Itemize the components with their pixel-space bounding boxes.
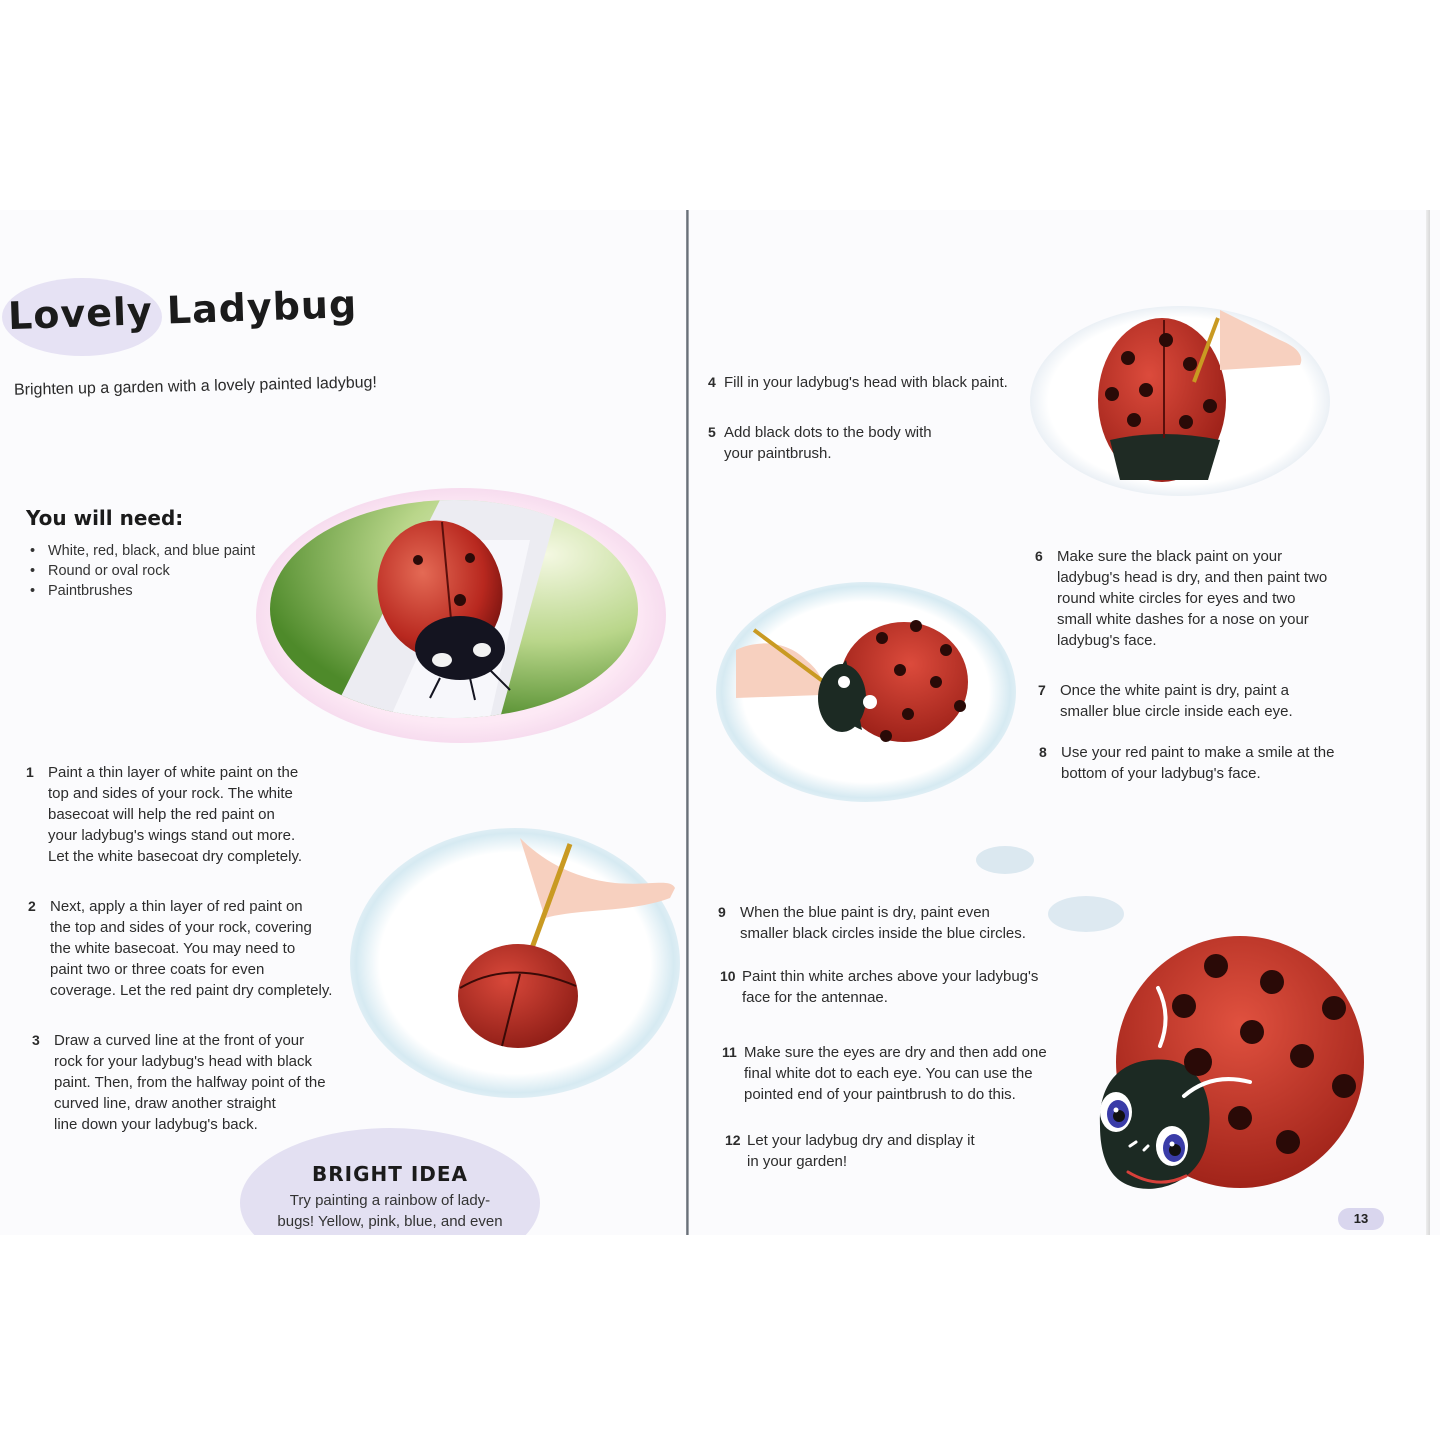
step-line: Next, apply a thin layer of red paint on	[50, 898, 303, 915]
step-6	[1035, 546, 1328, 651]
step-line: Let your ladybug dry and display it	[747, 1132, 975, 1149]
step-line: Fill in your ladybug's head with black paint.	[724, 374, 1008, 391]
step-7	[1038, 680, 1293, 722]
step-number: 1	[26, 764, 34, 780]
step-line: basecoat will help the red paint on	[48, 806, 275, 823]
step-line: top and sides of your rock. The white	[48, 785, 293, 802]
step-line: coverage. Let the red paint dry completely.	[50, 982, 333, 999]
step-line: When the blue paint is dry, paint even	[740, 904, 990, 921]
step-line: Paint thin white arches above your ladybug's	[742, 968, 1039, 985]
dotted-rock-illustration	[1090, 310, 1320, 490]
book-spine	[686, 210, 689, 1235]
step-line: face for the antennae.	[742, 989, 888, 1006]
step-line: line down your ladybug's back.	[54, 1116, 258, 1133]
step-line: ladybug's face.	[1057, 632, 1157, 649]
eye-painting-illustration	[736, 610, 976, 760]
step-line: the white basecoat. You may need to	[50, 940, 296, 957]
step-line: Let the white basecoat dry completely.	[48, 848, 303, 865]
step-4	[708, 372, 1008, 393]
step-line: pointed end of your paintbrush to do this.	[744, 1086, 1016, 1103]
step-number: 9	[718, 904, 726, 920]
step-2	[28, 896, 333, 1001]
step-line: paint. Then, from the halfway point of the	[54, 1074, 326, 1091]
step-number: 2	[28, 898, 36, 914]
step-line: Draw a curved line at the front of your	[54, 1032, 305, 1049]
page-number: 13	[1338, 1208, 1384, 1230]
step-line: Once the white paint is dry, paint a	[1060, 682, 1290, 699]
ladybug-photo	[270, 500, 638, 718]
supply-item: • White, red, black, and blue paint	[30, 543, 255, 559]
step-line: ladybug's head is dry, and then paint two	[1057, 569, 1328, 586]
red-rock-illustration	[440, 838, 680, 1058]
step-1	[26, 762, 303, 867]
step-number: 12	[725, 1132, 741, 1148]
step-line: smaller black circles inside the blue circles.	[740, 925, 1026, 942]
bright-idea-title: BRIGHT IDEA	[311, 1162, 469, 1186]
step-line: rock for your ladybug's head with black	[54, 1053, 312, 1070]
supply-item: • Paintbrushes	[30, 583, 255, 599]
step-3	[32, 1030, 326, 1135]
step-line: your paintbrush.	[724, 445, 832, 462]
step-line: final white dot to each eye. You can use the	[744, 1065, 1033, 1082]
page-edge	[1426, 210, 1430, 1235]
step-line: Use your red paint to make a smile at the	[1061, 744, 1335, 761]
step-number: 8	[1039, 744, 1047, 760]
step-line: Paint a thin layer of white paint on the	[48, 764, 299, 781]
step-line: bottom of your ladybug's face.	[1061, 765, 1261, 782]
book-spread	[0, 210, 1440, 1235]
decorative-blob	[976, 846, 1034, 874]
bright-idea-line: Try painting a rainbow of lady-	[289, 1192, 491, 1209]
page-title: Lovely Ladybug	[7, 281, 358, 339]
step-12	[725, 1130, 975, 1172]
step-line: your ladybug's wings stand out more.	[48, 827, 296, 844]
step-9	[718, 902, 1026, 944]
step-number: 10	[720, 968, 736, 984]
bright-idea-line: bugs! Yellow, pink, blue, and even	[277, 1213, 503, 1230]
bright-idea-text	[270, 1190, 510, 1232]
step-number: 11	[722, 1044, 737, 1060]
step-11	[722, 1042, 1047, 1105]
step-number: 5	[708, 424, 716, 440]
supplies-heading: You will need:	[26, 506, 184, 530]
step-line: small white dashes for a nose on your	[1057, 611, 1309, 628]
decorative-blob	[1048, 896, 1124, 932]
step-line: curved line, draw another straight	[54, 1095, 276, 1112]
step-line: paint two or three coats for even	[50, 961, 265, 978]
step-line: Add black dots to the body with	[724, 424, 932, 441]
step-line: in your garden!	[747, 1153, 848, 1170]
step-8	[1039, 742, 1335, 784]
supplies-list	[30, 543, 255, 603]
intro-text: Brighten up a garden with a lovely painted ladybug!	[13, 374, 378, 399]
step-line: Make sure the eyes are dry and then add one	[744, 1044, 1047, 1061]
step-line: the top and sides of your rock, covering	[50, 919, 312, 936]
step-line: round white circles for eyes and two	[1057, 590, 1296, 607]
step-10	[720, 966, 1039, 1008]
step-line: Make sure the black paint on your	[1057, 548, 1283, 565]
step-5	[708, 422, 932, 464]
step-number: 4	[708, 374, 716, 390]
step-number: 6	[1035, 548, 1043, 564]
step-line: smaller blue circle inside each eye.	[1060, 703, 1293, 720]
finished-ladybug-illustration	[1088, 936, 1368, 1200]
step-number: 7	[1038, 682, 1046, 698]
supply-item: • Round or oval rock	[30, 563, 255, 579]
step-number: 3	[32, 1032, 40, 1048]
bright-idea-box	[240, 1128, 540, 1235]
